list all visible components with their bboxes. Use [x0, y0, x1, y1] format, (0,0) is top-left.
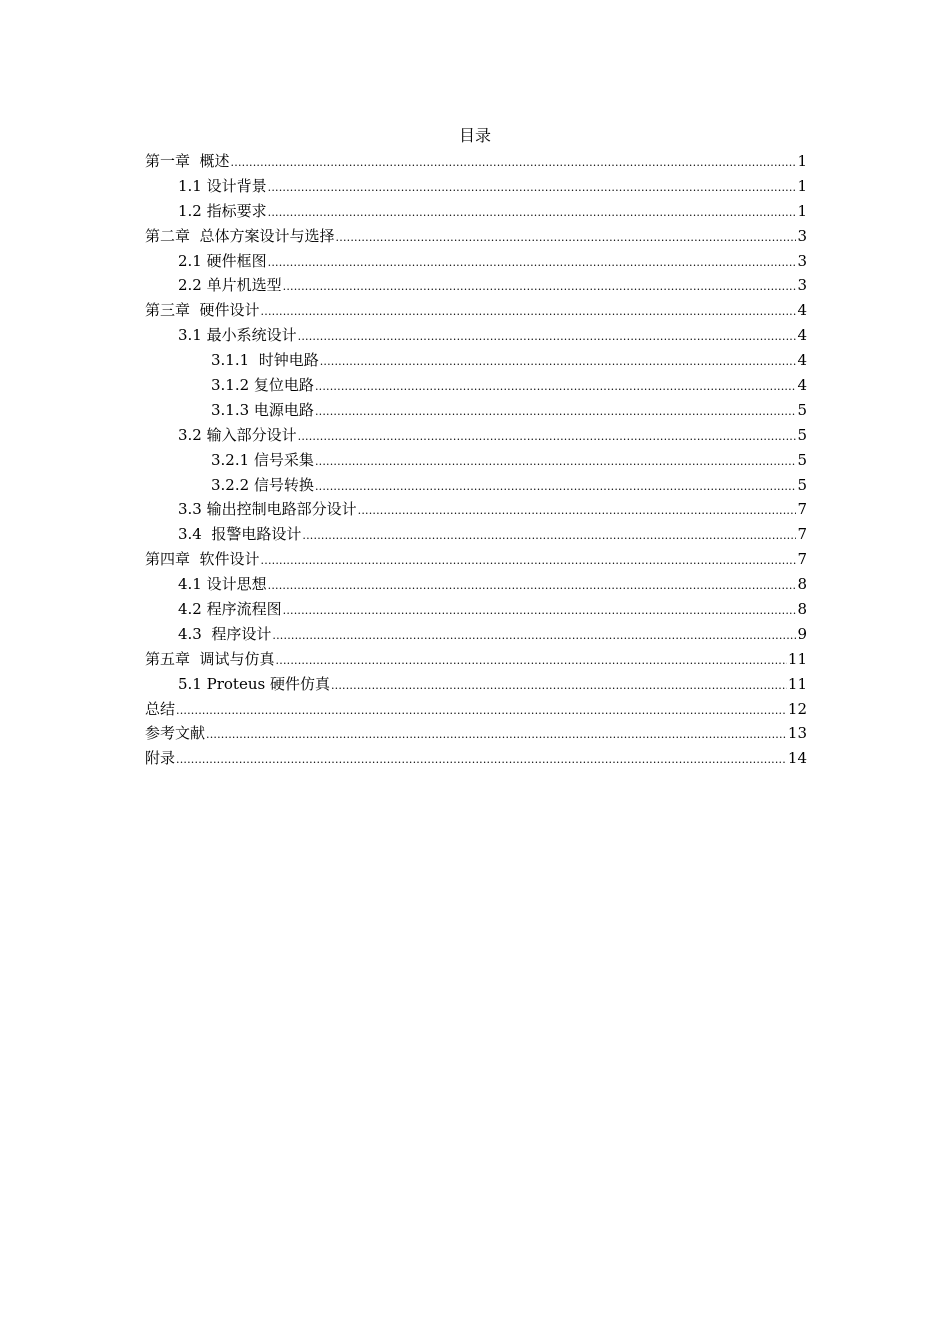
toc-dot-leader [283, 599, 797, 622]
toc-entry[interactable] [145, 672, 807, 697]
toc-entry-title: 第三章 硬件设计 [145, 301, 260, 320]
toc-dot-leader [231, 151, 797, 174]
toc-entry-title: 3.1 最小系统设计 [178, 326, 297, 345]
toc-dot-leader [336, 226, 797, 249]
toc-entry-title: 2.1 硬件框图 [178, 251, 267, 270]
toc-entry[interactable] [145, 423, 807, 448]
toc-dot-leader [268, 574, 797, 597]
toc-dot-leader [206, 723, 787, 746]
toc-entry[interactable] [145, 224, 807, 249]
toc-entry[interactable] [145, 497, 807, 522]
toc-entry[interactable] [145, 622, 807, 647]
toc-entry-page-number: 3 [797, 276, 807, 295]
toc-entry-page-number: 5 [797, 425, 807, 444]
toc-dot-leader [315, 475, 797, 498]
toc-entry-title: 4.3 程序设计 [178, 624, 272, 643]
toc-entry-title: 3.4 报警电路设计 [178, 525, 302, 544]
toc-entry[interactable] [145, 273, 807, 298]
toc-title: 目录 [458, 126, 491, 145]
toc-entry-page-number: 4 [797, 301, 807, 320]
toc-entry-page-number: 9 [797, 624, 807, 643]
toc-entry-page-number: 5 [797, 400, 807, 419]
toc-entry-page-number: 11 [787, 674, 807, 693]
toc-entry[interactable] [145, 597, 807, 622]
toc-entry-page-number: 4 [797, 326, 807, 345]
toc-entry-title: 附录 [145, 749, 176, 768]
toc-dot-leader [268, 176, 797, 199]
toc-entry-page-number: 12 [787, 699, 807, 718]
toc-entry-page-number: 14 [787, 749, 807, 768]
toc-entry-title: 2.2 单片机选型 [178, 276, 282, 295]
toc-entry[interactable] [145, 746, 807, 771]
toc-dot-leader [261, 300, 797, 323]
toc-entry-title: 1.2 指标要求 [178, 201, 267, 220]
toc-entry[interactable] [145, 721, 807, 746]
toc-entry-title: 总结 [145, 699, 176, 718]
toc-entry-title: 3.2 输入部分设计 [178, 425, 297, 444]
toc-dot-leader [315, 400, 797, 423]
toc-entry[interactable] [145, 348, 807, 373]
toc-entry-title: 第五章 调试与仿真 [145, 649, 275, 668]
toc-entry-page-number: 1 [797, 152, 807, 170]
toc-entry[interactable] [145, 697, 807, 722]
toc-entry-page-number: 4 [797, 376, 807, 395]
toc-entry-page-number: 4 [797, 351, 807, 370]
toc-entry[interactable] [145, 149, 807, 174]
toc-entry-title: 参考文献 [145, 724, 206, 743]
toc-dot-leader [315, 450, 797, 473]
toc-dot-leader [283, 275, 797, 298]
toc-entry-title: 4.2 程序流程图 [178, 600, 282, 619]
toc-entry[interactable] [145, 298, 807, 323]
toc-entry[interactable] [145, 522, 807, 547]
toc-entry-page-number: 13 [787, 724, 807, 743]
toc-dot-leader [298, 325, 797, 348]
toc-entry[interactable] [145, 373, 807, 398]
toc-entry-title: 3.1.2 复位电路 [211, 376, 314, 395]
toc-entry[interactable] [145, 473, 807, 498]
toc-entry-title: 3.1.3 电源电路 [211, 400, 314, 419]
toc-entry-title: 第一章 概述 [145, 152, 230, 170]
toc-entry-title: 3.2.1 信号采集 [211, 450, 314, 469]
toc-entry[interactable] [145, 199, 807, 224]
toc-dot-leader [176, 699, 787, 722]
toc-entry-page-number: 1 [797, 201, 807, 220]
toc-dot-leader [176, 748, 787, 771]
toc-dot-leader [276, 649, 787, 672]
toc-entry-page-number: 7 [797, 525, 807, 544]
toc-entry-title: 3.3 输出控制电路部分设计 [178, 500, 357, 519]
toc-entry-page-number: 8 [797, 600, 807, 619]
toc-entry-page-number: 7 [797, 550, 807, 569]
toc-entry[interactable] [145, 547, 807, 572]
toc-entry[interactable] [145, 448, 807, 473]
toc-entry[interactable] [145, 398, 807, 423]
toc-entry-title: 第四章 软件设计 [145, 550, 260, 569]
toc-entry-page-number: 8 [797, 575, 807, 594]
toc-dot-leader [315, 375, 797, 398]
toc-dot-leader [261, 549, 797, 572]
table-of-contents [145, 149, 807, 771]
toc-entry-page-number: 3 [797, 226, 807, 245]
toc-dot-leader [302, 524, 796, 547]
toc-dot-leader [298, 425, 797, 448]
toc-entry[interactable] [145, 647, 807, 672]
toc-entry-title: 3.1.1 时钟电路 [211, 351, 319, 370]
toc-entry-page-number: 5 [797, 450, 807, 469]
toc-dot-leader [320, 350, 797, 373]
toc-dot-leader [331, 674, 787, 697]
toc-entry[interactable] [145, 323, 807, 348]
toc-entry[interactable] [145, 249, 807, 274]
toc-entry[interactable] [145, 572, 807, 597]
toc-dot-leader [272, 624, 796, 647]
toc-entry-title: 5.1 Proteus 硬件仿真 [178, 674, 330, 693]
toc-entry-title: 4.1 设计思想 [178, 575, 267, 594]
toc-entry-title: 3.2.2 信号转换 [211, 475, 314, 494]
toc-dot-leader [268, 251, 797, 274]
toc-entry[interactable] [145, 174, 807, 199]
toc-dot-leader [358, 499, 797, 522]
toc-entry-page-number: 5 [797, 475, 807, 494]
toc-entry-page-number: 7 [797, 500, 807, 519]
toc-entry-page-number: 11 [787, 649, 807, 668]
toc-entry-page-number: 1 [797, 176, 807, 195]
toc-dot-leader [268, 201, 797, 224]
toc-entry-page-number: 3 [797, 251, 807, 270]
toc-entry-title: 1.1 设计背景 [178, 176, 267, 195]
toc-entry-title: 第二章 总体方案设计与选择 [145, 226, 335, 245]
